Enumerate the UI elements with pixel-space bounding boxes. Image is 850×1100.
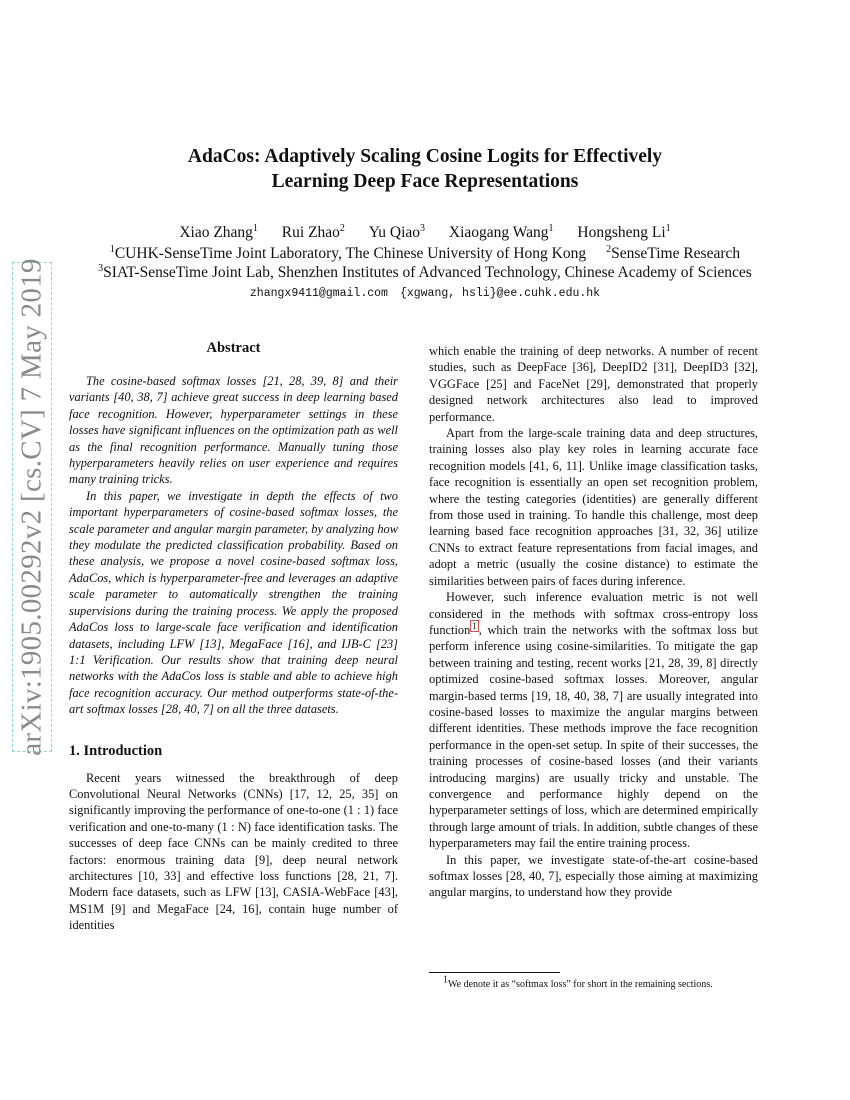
arxiv-id: arXiv:1905.00292v2 [cs.CV] 7 May 2019 [15, 258, 48, 756]
abstract-paragraph-2: In this paper, we investigate in depth the effects of two important hyperparameters of cosine-based softmax losses, the scale parameter and angular margin parameter, by analyzing how they modulate the predicted classification probability. Based on these analysis, we propose a novel cosine-based softmax loss, AdaCos, which is hyperparameter-free and leverages an adaptive scale parameter to automatically strengthen the training supervisions during the training process. We apply the proposed AdaCos loss to large-scale face verification and identification datasets, including LFW [13], MegaFace [16], and IJB-C [23] 1:1 Verification. Our results show that training deep neural networks with the AdaCos loss is stable and able to achieve high face recognition accuracy. Our method outperforms state-of-the-art softmax losses [28, 40, 7] on all the three datasets. [69, 488, 398, 717]
left-column [69, 339, 398, 934]
author: Xiao Zhang$^1$ [179, 222, 258, 241]
author-list [0, 224, 850, 242]
arxiv-stamp [12, 258, 52, 756]
section-heading-introduction: 1. Introduction [69, 742, 163, 759]
author: Hongsheng Li$^1$ [577, 222, 671, 241]
footnote-marker[interactable]: 1 [472, 620, 477, 631]
footnote-rule [429, 972, 560, 973]
footnote [429, 972, 758, 991]
author: Rui Zhao$^2$ [281, 222, 345, 241]
paper-title [0, 144, 850, 194]
affiliation-sensetime: SenseTime Research [611, 245, 741, 262]
footnote-text: We denote it as “softmax loss” for short in the remaining sections. [448, 979, 713, 990]
intro-paragraph-1: Recent years witnessed the breakthrough of deep Convolutional Neural Networks (CNNs) [17, 12, 25, 35] on significantly improving the performance of one-to-one (1 : 1) face verification and one-to-many (1 : N) face identification tasks. The successes of deep face CNNs can be mainly credited to three factors: enormous training data [9], deep neural network architectures [10, 33] and effective loss functions [28, 21, 7]. Modern face datasets, such as LFW [13], CASIA-WebFace [43], MS1M [9] and MegaFace [24, 16], contain huge number of identities [69, 770, 398, 933]
email-1: zhangx9411@gmail.com [249, 287, 388, 300]
affiliation-line-2: $^3$SIAT-SenseTime Joint Lab, Shenzhen Institutes of Advanced Technology, Chinese Academy of Sciences [98, 262, 752, 281]
title-line-2: Learning Deep Face Representations [271, 171, 579, 192]
right-paragraph-4: In this paper, we investigate state-of-the-art cosine-based softmax losses [28, 40, 7], especially those aiming at maximizing angular margins, to understand how they provide [429, 852, 758, 900]
title-line-1: AdaCos: Adaptively Scaling Cosine Logits for Effectively [187, 146, 663, 167]
right-column [429, 343, 758, 901]
abstract-paragraph-1: The cosine-based softmax losses [21, 28, 39, 8] and their variants [40, 38, 7] achieve great success in deep learning based face recognition. However, hyperparameter settings in these losses have significant influences on the optimization path as well as the final recognition performance. Manually tuning those hyperparameters heavily relies on user experience and requires many training tricks. [69, 374, 398, 487]
right-paragraph-3: However, such inference evaluation metric is not well considered in the methods with softmax cross-entropy loss function $^1$ , which train the networks with the softmax loss but perform inference using cosine-similarities. To mitigate the gap between training and testing, recent works [21, 28, 39, 8] directly optimized cosine-based softmax losses. Moreover, angular margin-based terms [19, 18, 40, 38, 7] are usually integrated into cosine-based losses to maximize the angular margins between different identities. These methods improve the face recognition performance in the open-set setup. In spite of their successes, the training processes of cosine-based losses (and their variants introducing margins) are usually tricky and unstable. The convergence and performance highly depend on the hyperparameter settings of loss, which are determined empirically through large amount of trials. In addition, subtle changes of these hyperparameters may fail the entire training process. [429, 590, 758, 851]
footnote-number: 1 [443, 974, 448, 986]
right-paragraph-2: Apart from the large-scale training data and deep structures, training losses also play key roles in learning accurate face recognition models [41, 6, 11]. Unlike image classification tasks, face recognition is essentially an open set recognition problem, where the testing categories (identities) are generally different from those used in training. To handle this challenge, most deep learning based face recognition approaches [31, 32, 36] utilize CNNs to extract feature representations from facial images, and adopt a metric (usually the cosine distance) to estimate the similarities between pairs of faces during inference. [429, 426, 758, 588]
affiliation-siat: SIAT-SenseTime Joint Lab, Shenzhen Institutes of Advanced Technology, Chinese Academy of Sciences [103, 264, 752, 281]
affiliation-line-1: $^1$CUHK-SenseTime Joint Laboratory, The Chinese University of Hong Kong $^2$SenseTime Research [109, 243, 741, 262]
affiliation-cuhk: CUHK-SenseTime Joint Laboratory, The Chinese University of Hong Kong [114, 245, 587, 262]
right-paragraph-1: which enable the training of deep networks. A number of recent studies, such as DeepFace [36], DeepID2 [31], DeepID3 [32], VGGFace [25] and FaceNet [29], demonstrated that properly designed network architectures also lead to improved performance. [429, 344, 758, 424]
abstract-heading: Abstract [206, 340, 261, 356]
email-2: {xgwang, hsli}@ee.cuhk.edu.hk [399, 287, 601, 300]
author: Yu Qiao$^3$ [368, 222, 426, 241]
author-emails [0, 287, 850, 300]
author: Xiaogang Wang$^1$ [448, 222, 554, 241]
